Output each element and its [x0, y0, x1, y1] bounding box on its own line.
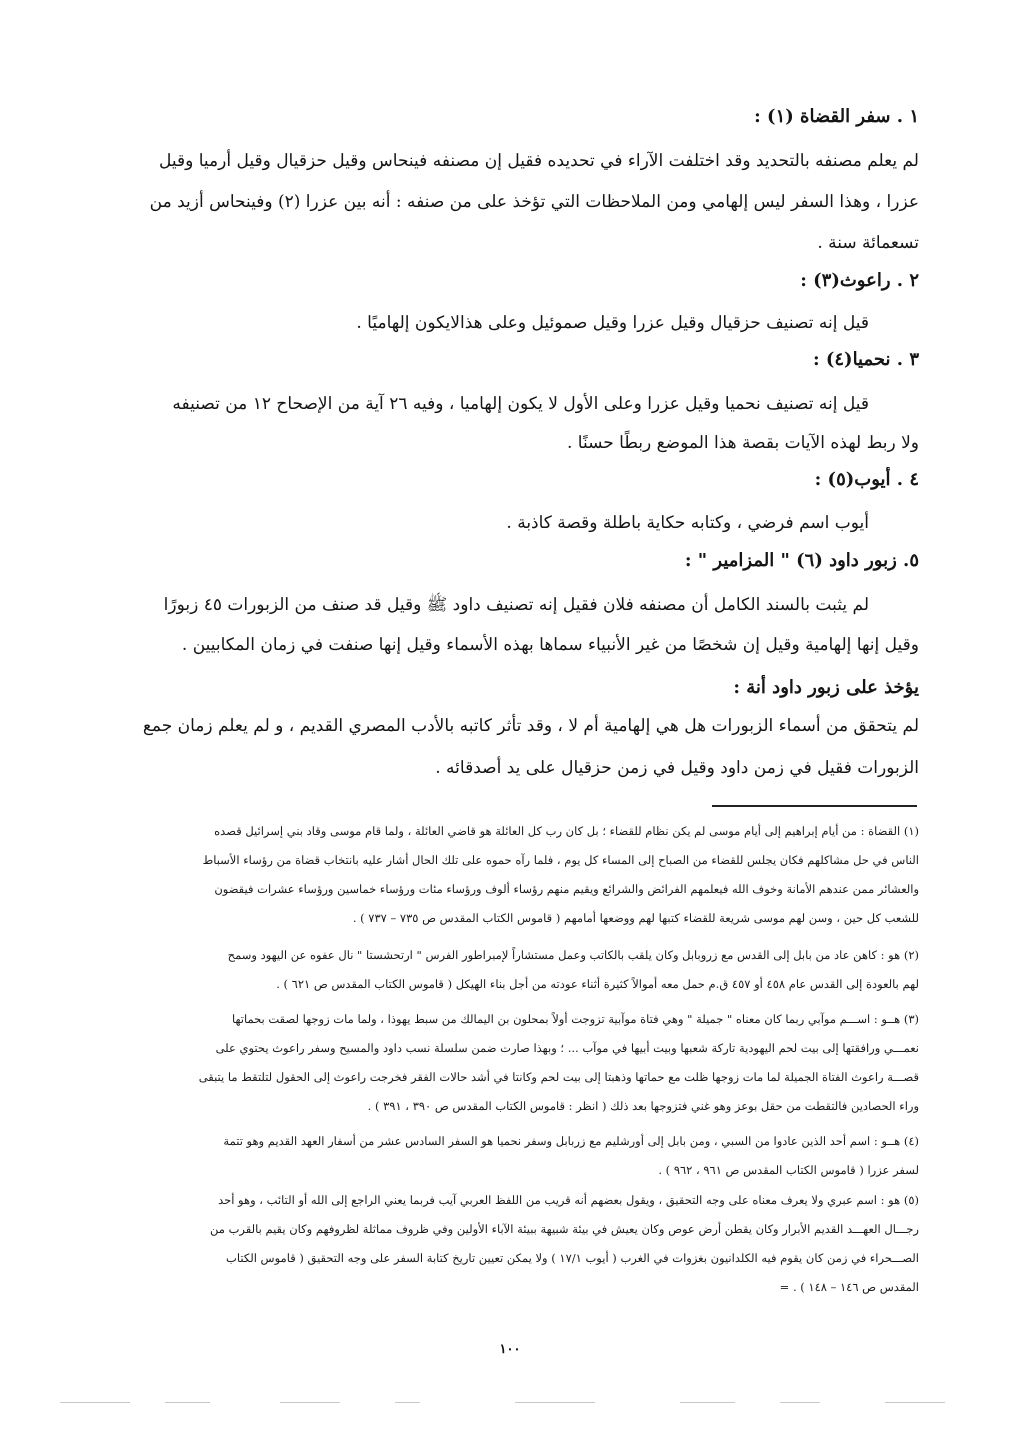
- footnote-line: رجـــال العهـــد القديم الأبرار وكان يقطن أرض عوص وكان يعيش في بيئة شبيهة ببيئة الآباء الأولين وفي ظروف مماثلة لظروفهم وكان يقيم بالقرب من: [210, 1222, 919, 1236]
- footnote-line: (٥) هو : اسم عبري ولا يعرف معناه على وجه التحقيق ، ويقول بعضهم أنه قريب من اللفظ العربي آيب فربما يعني الراجع إلى الله أو التائب ، وهو أحد: [218, 1193, 919, 1207]
- scan-artifact: [165, 1402, 210, 1403]
- body-line: قيل إنه تصنيف حزقيال وقيل عزرا وقيل صموئيل وعلى هذالايكون إلهاميًا .: [356, 313, 869, 333]
- body-line: أيوب اسم فرضي ، وكتابه حكاية باطلة وقصة كاذبة .: [506, 513, 869, 533]
- section-heading-ruth: ٢ . راعوث(٣) :: [800, 270, 919, 291]
- footnote-line: لسفر عزرا ( قاموس الكتاب المقدس ص ٩٦١ ، ٩٦٢ ) .: [658, 1163, 919, 1177]
- body-line: لم يتحقق من أسماء الزبورات هل هي إلهامية أم لا ، وقد تأثر كاتبه بالأدب المصري القديم ، و لم يعلم زمان جمع: [142, 716, 919, 736]
- footnote-line: والعشائر ممن عندهم الأمانة وخوف الله فيعلمهم الفرائض والشرائع ويقيم منهم رؤساء ألوف ورؤساء مئات ورؤساء خماسين ورؤساء عشرات فيقضون: [214, 882, 919, 896]
- body-line: عزرا ، وهذا السفر ليس إلهامي ومن الملاحظات التي تؤخذ على من صنفه : أنه بين عزرا (٢) وفينحاس أزيد من: [149, 192, 919, 212]
- footnote-line: المقدس ص ١٤٦ – ١٤٨ ) . =: [779, 1280, 919, 1294]
- footnote-line: الناس في حل مشاكلهم فكان يجلس للقضاء من الصباح إلى المساء كل يوم ، فلما رآه حموه على تلك الحال أشار عليه بانتخاب قضاة من رؤساء الأسباط: [202, 853, 919, 867]
- footnote-line: (٣) هــو : اســـم موآبي ربما كان معناه " جميلة " وهي فتاة موآبية تزوجت أولاً بمحلون بن اليمالك من سبط يهوذا ، ولما مات زوجها لصقت بحماتها: [231, 1012, 919, 1026]
- body-line: لم يعلم مصنفه بالتحديد وقد اختلفت الآراء في تحديده فقيل إن مصنفه فينحاس وقيل حزقيال وقيل أرميا وقيل: [158, 151, 919, 171]
- subheading-psalms-criticism: يؤخذ على زبور داود أنة :: [733, 677, 919, 698]
- scan-artifact: [60, 1402, 130, 1403]
- footnote-line: قصـــة راعوث الفتاة الجميلة لما مات زوجها ظلت مع حماتها وذهبتا إلى بيت لحم وكانتا في أشد حالات الفقر فخرجت راعوث إلى الحقول لتلتقط ما يتبقى: [198, 1070, 919, 1084]
- footnote-line: (٤) هــو : اسم أحد الذين عادوا من السبي ، ومن بابل إلى أورشليم مع زربابل وسفر نحميا هو السفر السادس عشر من أسفار العهد القديم وهو تتمة: [223, 1134, 919, 1148]
- footnote-line: للشعب كل حين ، وسن لهم موسى شريعة للقضاء كتبها لهم ووضعها أمامهم ( قاموس الكتاب المقدس ص ٧٣٥ – ٧٣٧ ) .: [352, 911, 919, 925]
- page-number: ١٠٠: [499, 1342, 521, 1357]
- footnote-line: نعمـــي ورافقتها إلى بيت لحم اليهودية تاركة شعبها وبيت أبيها في موآب ... ؛ وبهذا صارت ضمن سلسلة نسب داود والمسيح وسفر راعوث يحتوي على: [215, 1041, 919, 1055]
- footnote-line: وراء الحصادين فالتقطت من حقل بوعز وهو غني فتزوجها بعد ذلك ( انظر : قاموس الكتاب المقدس ص ٣٩٠ ، ٣٩١ ) .: [367, 1099, 919, 1113]
- section-heading-job: ٤ . أيوب(٥) :: [814, 469, 919, 490]
- scan-artifact: [515, 1402, 595, 1403]
- body-line: تسعمائة سنة .: [817, 233, 919, 253]
- footnote-line: الصـــحراء في زمن كان يقوم فيه الكلدانيون بغزوات في الغرب ( أيوب ١٧/١ ) ولا يمكن تعيين تاريخ كتابة السفر على وجه التحقيق ( قاموس الكتاب: [226, 1251, 919, 1265]
- scan-artifact: [780, 1402, 820, 1403]
- footnote-line: (١) القضاة : من أيام إبراهيم إلى أيام موسى لم يكن نظام للقضاء ؛ بل كان رب كل العائلة هو قاضي العائلة ، ولما قام موسى وقاد بني إسرائيل قصده: [214, 824, 919, 838]
- section-heading-psalms: ٥. زبور داود (٦) " المزامير " :: [684, 550, 919, 571]
- section-heading-nehemiah: ٣ . نحميا(٤) :: [812, 349, 919, 370]
- footnote-line: (٢) هو : كاهن عاد من بابل إلى القدس مع زروبابل وكان يلقب بالكاتب وعمل مستشاراً لإمبراطور الفرس " ارتحشستا " نال عفوه عن اليهود وسمح: [227, 948, 919, 962]
- scan-artifact: [280, 1402, 340, 1403]
- body-line: الزبورات فقيل في زمن داود وقيل في زمن حزقيال على يد أصدقائه .: [435, 758, 919, 778]
- scan-artifact: [885, 1402, 945, 1403]
- body-line: ولا ربط لهذه الآيات بقصة هذا الموضع ربطًا حسنًا .: [566, 433, 919, 453]
- body-line: لم يثبت بالسند الكامل أن مصنفه فلان فقيل إنه تصنيف داود ﷺ وقيل قد صنف من الزبورات ٤٥ زبورًا: [163, 595, 869, 615]
- footnote-line: لهم بالعودة إلى القدس عام ٤٥٨ أو ٤٥٧ ق.م حمل معه أموالاً كثيرة أثناء عودته من أجل بناء الهيكل ( قاموس الكتاب المقدس ص ٦٢١ ) .: [276, 977, 919, 991]
- section-heading-judges: ١ . سفر القضاة (١) :: [754, 106, 919, 127]
- scan-artifact: [680, 1402, 735, 1403]
- body-line: قيل إنه تصنيف نحميا وقيل عزرا وعلى الأول لا يكون إلهاميا ، وفيه ٢٦ آية من الإصحاح ١٢ من تصنيفه: [172, 394, 869, 414]
- scan-artifact: [395, 1402, 420, 1403]
- body-line: وقيل إنها إلهامية وقيل إن شخصًا من غير الأنبياء سماها بهذه الأسماء وقيل إنها صنفت في زمان المكابيين .: [181, 635, 919, 655]
- footnote-separator: [712, 805, 917, 807]
